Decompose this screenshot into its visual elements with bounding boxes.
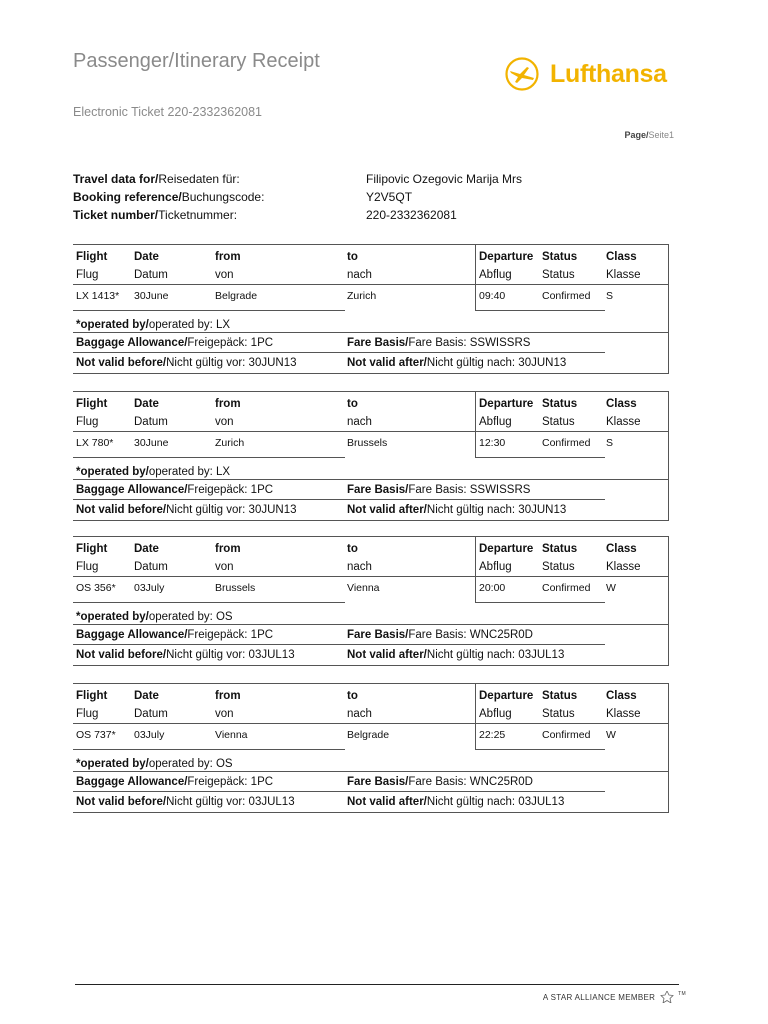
column-header-class: Class bbox=[606, 543, 637, 555]
not-valid-before bbox=[76, 649, 295, 661]
row-divider bbox=[73, 457, 345, 458]
column-header-de-class: Klasse bbox=[606, 269, 641, 281]
not-valid-after-label: Not valid after/ bbox=[347, 649, 427, 661]
row-divider bbox=[73, 771, 669, 772]
row-divider bbox=[73, 624, 669, 625]
fare-basis-value: Fare Basis: WNC25R0D bbox=[408, 629, 533, 641]
column-header-de-status: Status bbox=[542, 561, 575, 573]
baggage-value: Freigepäck: 1PC bbox=[187, 484, 274, 496]
column-divider bbox=[475, 244, 476, 310]
alliance-text: A STAR ALLIANCE MEMBER bbox=[542, 992, 656, 1002]
flight-flight-value: OS 356* bbox=[76, 582, 116, 594]
not-valid-after-value: Nicht gültig nach: 03JUL13 bbox=[426, 796, 565, 808]
not-valid-after-value: Nicht gültig nach: 30JUN13 bbox=[426, 504, 567, 516]
flight-class-value: S bbox=[606, 290, 614, 302]
column-header-to: to bbox=[347, 251, 358, 263]
column-header-de-from: von bbox=[215, 416, 234, 428]
row-divider bbox=[73, 644, 605, 645]
column-header-to: to bbox=[347, 690, 358, 702]
trademark-mark: TM bbox=[678, 991, 686, 997]
row-divider bbox=[73, 602, 345, 603]
flight-date-value: 30June bbox=[134, 290, 169, 302]
operated-by-label: *operated by/ bbox=[76, 611, 149, 623]
baggage-allowance bbox=[76, 776, 273, 788]
segment-bottom-rule bbox=[73, 812, 669, 813]
flight-status-value: Confirmed bbox=[542, 729, 591, 741]
flight-from-value: Zurich bbox=[215, 437, 245, 449]
column-divider bbox=[668, 536, 669, 666]
operated-by-line bbox=[76, 611, 233, 623]
column-header-de-class: Klasse bbox=[606, 416, 641, 428]
not-valid-before-value: Nicht gültig vor: 03JUL13 bbox=[166, 649, 295, 661]
flight-segment bbox=[73, 391, 669, 523]
flight-departure-value: 20:00 bbox=[479, 582, 506, 594]
segment-bottom-rule bbox=[73, 665, 669, 666]
flight-from-value: Belgrade bbox=[215, 290, 258, 302]
operated-by-line bbox=[76, 319, 230, 331]
column-divider bbox=[668, 683, 669, 813]
fare-basis bbox=[347, 629, 533, 641]
row-divider bbox=[73, 332, 669, 333]
ticket-label-de: Ticketnummer: bbox=[158, 208, 238, 222]
fare-basis bbox=[347, 776, 533, 788]
segment-top-rule bbox=[73, 244, 669, 245]
fare-basis-value: Fare Basis: SSWISSRS bbox=[408, 484, 531, 496]
segment-bottom-rule bbox=[73, 520, 669, 521]
row-divider bbox=[73, 310, 345, 311]
travel-row-ticket bbox=[73, 206, 457, 224]
column-header-status: Status bbox=[542, 251, 578, 263]
not-valid-before bbox=[76, 504, 297, 516]
ticket-label-en: Ticket number/ bbox=[73, 208, 159, 222]
column-header-de-to: nach bbox=[347, 561, 372, 573]
flight-date-value: 03July bbox=[134, 582, 165, 594]
column-header-class: Class bbox=[606, 690, 637, 702]
baggage-label: Baggage Allowance/ bbox=[76, 484, 188, 496]
travel-data-block bbox=[73, 170, 523, 224]
page-label-en: Page/ bbox=[624, 130, 649, 140]
operated-by-value: operated by: LX bbox=[148, 466, 231, 478]
column-header-from: from bbox=[215, 398, 241, 410]
baggage-allowance bbox=[76, 629, 273, 641]
not-valid-before-value: Nicht gültig vor: 03JUL13 bbox=[166, 796, 295, 808]
column-header-flight: Flight bbox=[76, 398, 108, 410]
not-valid-before-label: Not valid before/ bbox=[76, 649, 167, 661]
column-header-from: from bbox=[215, 543, 241, 555]
not-valid-before-label: Not valid before/ bbox=[76, 796, 167, 808]
passenger-name: Filipovic Ozegovic Marija Mrs bbox=[366, 172, 523, 186]
column-header-de-status: Status bbox=[542, 416, 575, 428]
column-header-flight: Flight bbox=[76, 543, 108, 555]
baggage-label: Baggage Allowance/ bbox=[76, 776, 188, 788]
row-divider bbox=[73, 499, 605, 500]
column-header-de-date: Datum bbox=[134, 416, 168, 428]
flight-segment bbox=[73, 536, 669, 668]
column-header-from: from bbox=[215, 251, 241, 263]
column-header-de-date: Datum bbox=[134, 708, 168, 720]
flight-status-value: Confirmed bbox=[542, 290, 591, 302]
not-valid-after bbox=[347, 504, 566, 516]
fare-basis-value: Fare Basis: WNC25R0D bbox=[408, 776, 533, 788]
flight-segment bbox=[73, 683, 669, 815]
flight-date-value: 30June bbox=[134, 437, 169, 449]
column-header-date: Date bbox=[134, 543, 159, 555]
page-number bbox=[624, 130, 674, 140]
booking-label-en: Booking reference/ bbox=[73, 190, 182, 204]
page-title: Passenger/Itinerary Receipt bbox=[73, 50, 320, 72]
flight-date-value: 03July bbox=[134, 729, 165, 741]
baggage-label: Baggage Allowance/ bbox=[76, 629, 188, 641]
column-header-class: Class bbox=[606, 251, 637, 263]
booking-reference: Y2V5QT bbox=[366, 190, 413, 204]
row-divider bbox=[73, 352, 605, 353]
flight-class-value: W bbox=[606, 729, 616, 741]
not-valid-before bbox=[76, 796, 295, 808]
operated-by-line bbox=[76, 466, 230, 478]
baggage-allowance bbox=[76, 484, 273, 496]
segment-bottom-rule bbox=[73, 373, 669, 374]
column-header-de-to: nach bbox=[347, 416, 372, 428]
crane-logo-icon bbox=[505, 57, 539, 91]
operated-by-value: operated by: LX bbox=[148, 319, 231, 331]
operated-by-value: operated by: OS bbox=[148, 758, 233, 770]
travel-row-passenger bbox=[73, 170, 523, 188]
flight-class-value: S bbox=[606, 437, 614, 449]
column-divider bbox=[668, 391, 669, 521]
row-divider bbox=[475, 602, 605, 603]
travel-row-booking bbox=[73, 188, 413, 206]
column-header-de-from: von bbox=[215, 269, 234, 281]
column-header-de-date: Datum bbox=[134, 561, 168, 573]
column-header-de-date: Datum bbox=[134, 269, 168, 281]
column-header-class: Class bbox=[606, 398, 637, 410]
lufthansa-logo bbox=[505, 56, 667, 92]
not-valid-before-label: Not valid before/ bbox=[76, 357, 167, 369]
column-header-de-from: von bbox=[215, 561, 234, 573]
row-divider bbox=[73, 749, 345, 750]
column-divider bbox=[475, 536, 476, 602]
baggage-value: Freigepäck: 1PC bbox=[187, 776, 274, 788]
column-header-de-flight: Flug bbox=[76, 708, 99, 720]
column-header-to: to bbox=[347, 543, 358, 555]
column-header-status: Status bbox=[542, 543, 578, 555]
flight-flight-value: OS 737* bbox=[76, 729, 116, 741]
column-header-departure: Departure bbox=[479, 690, 534, 702]
star-alliance-icon bbox=[659, 991, 677, 1003]
column-header-de-flight: Flug bbox=[76, 269, 99, 281]
baggage-value: Freigepäck: 1PC bbox=[187, 337, 274, 349]
booking-label-de: Buchungscode: bbox=[181, 190, 265, 204]
column-header-de-flight: Flug bbox=[76, 561, 99, 573]
not-valid-after-label: Not valid after/ bbox=[347, 357, 427, 369]
column-header-from: from bbox=[215, 690, 241, 702]
travel-label-de: Reisedaten für: bbox=[158, 172, 240, 186]
flight-flight-value: LX 780* bbox=[76, 437, 114, 449]
flight-from-value: Brussels bbox=[215, 582, 256, 594]
flight-to-value: Belgrade bbox=[347, 729, 390, 741]
flight-segment bbox=[73, 244, 669, 376]
fare-basis-label: Fare Basis/ bbox=[347, 484, 409, 496]
column-header-departure: Departure bbox=[479, 543, 534, 555]
not-valid-after bbox=[347, 649, 564, 661]
column-header-date: Date bbox=[134, 398, 159, 410]
column-header-de-status: Status bbox=[542, 708, 575, 720]
footer-divider bbox=[75, 984, 679, 985]
column-header-de-to: nach bbox=[347, 269, 372, 281]
column-header-status: Status bbox=[542, 690, 578, 702]
column-divider bbox=[475, 683, 476, 749]
lufthansa-wordmark: Lufthansa bbox=[550, 59, 667, 88]
flight-status-value: Confirmed bbox=[542, 582, 591, 594]
flight-to-value: Zurich bbox=[347, 290, 377, 302]
page-label-de: Seite1 bbox=[648, 130, 674, 140]
not-valid-after-label: Not valid after/ bbox=[347, 796, 427, 808]
flight-departure-value: 22:25 bbox=[479, 729, 506, 741]
operated-by-label: *operated by/ bbox=[76, 758, 149, 770]
column-header-departure: Departure bbox=[479, 251, 534, 263]
not-valid-before bbox=[76, 357, 297, 369]
column-header-flight: Flight bbox=[76, 251, 108, 263]
row-divider bbox=[73, 284, 669, 285]
column-header-de-departure: Abflug bbox=[479, 708, 512, 720]
ticket-number: 220-2332362081 bbox=[366, 208, 457, 222]
flight-status-value: Confirmed bbox=[542, 437, 591, 449]
segment-top-rule bbox=[73, 391, 669, 392]
column-header-de-status: Status bbox=[542, 269, 575, 281]
fare-basis bbox=[347, 484, 530, 496]
not-valid-before-label: Not valid before/ bbox=[76, 504, 167, 516]
column-header-de-departure: Abflug bbox=[479, 416, 512, 428]
fare-basis-label: Fare Basis/ bbox=[347, 629, 409, 641]
column-header-date: Date bbox=[134, 251, 159, 263]
not-valid-after bbox=[347, 357, 566, 369]
column-header-de-departure: Abflug bbox=[479, 561, 512, 573]
row-divider bbox=[73, 791, 605, 792]
column-header-de-from: von bbox=[215, 708, 234, 720]
baggage-label: Baggage Allowance/ bbox=[76, 337, 188, 349]
segment-top-rule bbox=[73, 683, 669, 684]
fare-basis-label: Fare Basis/ bbox=[347, 337, 409, 349]
segment-top-rule bbox=[73, 536, 669, 537]
flight-to-value: Vienna bbox=[347, 582, 380, 594]
travel-label-en: Travel data for/ bbox=[73, 172, 159, 186]
column-header-flight: Flight bbox=[76, 690, 108, 702]
not-valid-after bbox=[347, 796, 564, 808]
not-valid-after-label: Not valid after/ bbox=[347, 504, 427, 516]
baggage-allowance bbox=[76, 337, 273, 349]
operated-by-line bbox=[76, 758, 233, 770]
flight-to-value: Brussels bbox=[347, 437, 388, 449]
flight-departure-value: 09:40 bbox=[479, 290, 506, 302]
column-divider bbox=[668, 244, 669, 374]
not-valid-before-value: Nicht gültig vor: 30JUN13 bbox=[166, 504, 297, 516]
row-divider bbox=[475, 457, 605, 458]
row-divider bbox=[475, 749, 605, 750]
baggage-value: Freigepäck: 1PC bbox=[187, 629, 274, 641]
electronic-ticket-number: Electronic Ticket 220-2332362081 bbox=[73, 105, 263, 119]
operated-by-label: *operated by/ bbox=[76, 466, 149, 478]
flight-departure-value: 12:30 bbox=[479, 437, 506, 449]
star-alliance-footer bbox=[543, 991, 686, 1003]
fare-basis bbox=[347, 337, 530, 349]
fare-basis-label: Fare Basis/ bbox=[347, 776, 409, 788]
operated-by-label: *operated by/ bbox=[76, 319, 149, 331]
row-divider bbox=[73, 723, 669, 724]
not-valid-after-value: Nicht gültig nach: 30JUN13 bbox=[426, 357, 567, 369]
row-divider bbox=[73, 431, 669, 432]
column-header-to: to bbox=[347, 398, 358, 410]
flight-class-value: W bbox=[606, 582, 616, 594]
column-header-de-class: Klasse bbox=[606, 708, 641, 720]
column-header-de-class: Klasse bbox=[606, 561, 641, 573]
column-header-de-to: nach bbox=[347, 708, 372, 720]
row-divider bbox=[73, 479, 669, 480]
not-valid-after-value: Nicht gültig nach: 03JUL13 bbox=[426, 649, 565, 661]
not-valid-before-value: Nicht gültig vor: 30JUN13 bbox=[166, 357, 297, 369]
column-header-departure: Departure bbox=[479, 398, 534, 410]
column-header-de-flight: Flug bbox=[76, 416, 99, 428]
column-header-de-departure: Abflug bbox=[479, 269, 512, 281]
fare-basis-value: Fare Basis: SSWISSRS bbox=[408, 337, 531, 349]
row-divider bbox=[73, 576, 669, 577]
column-header-date: Date bbox=[134, 690, 159, 702]
flight-flight-value: LX 1413* bbox=[76, 290, 120, 302]
column-divider bbox=[475, 391, 476, 457]
flight-from-value: Vienna bbox=[215, 729, 248, 741]
column-header-status: Status bbox=[542, 398, 578, 410]
row-divider bbox=[475, 310, 605, 311]
operated-by-value: operated by: OS bbox=[148, 611, 233, 623]
